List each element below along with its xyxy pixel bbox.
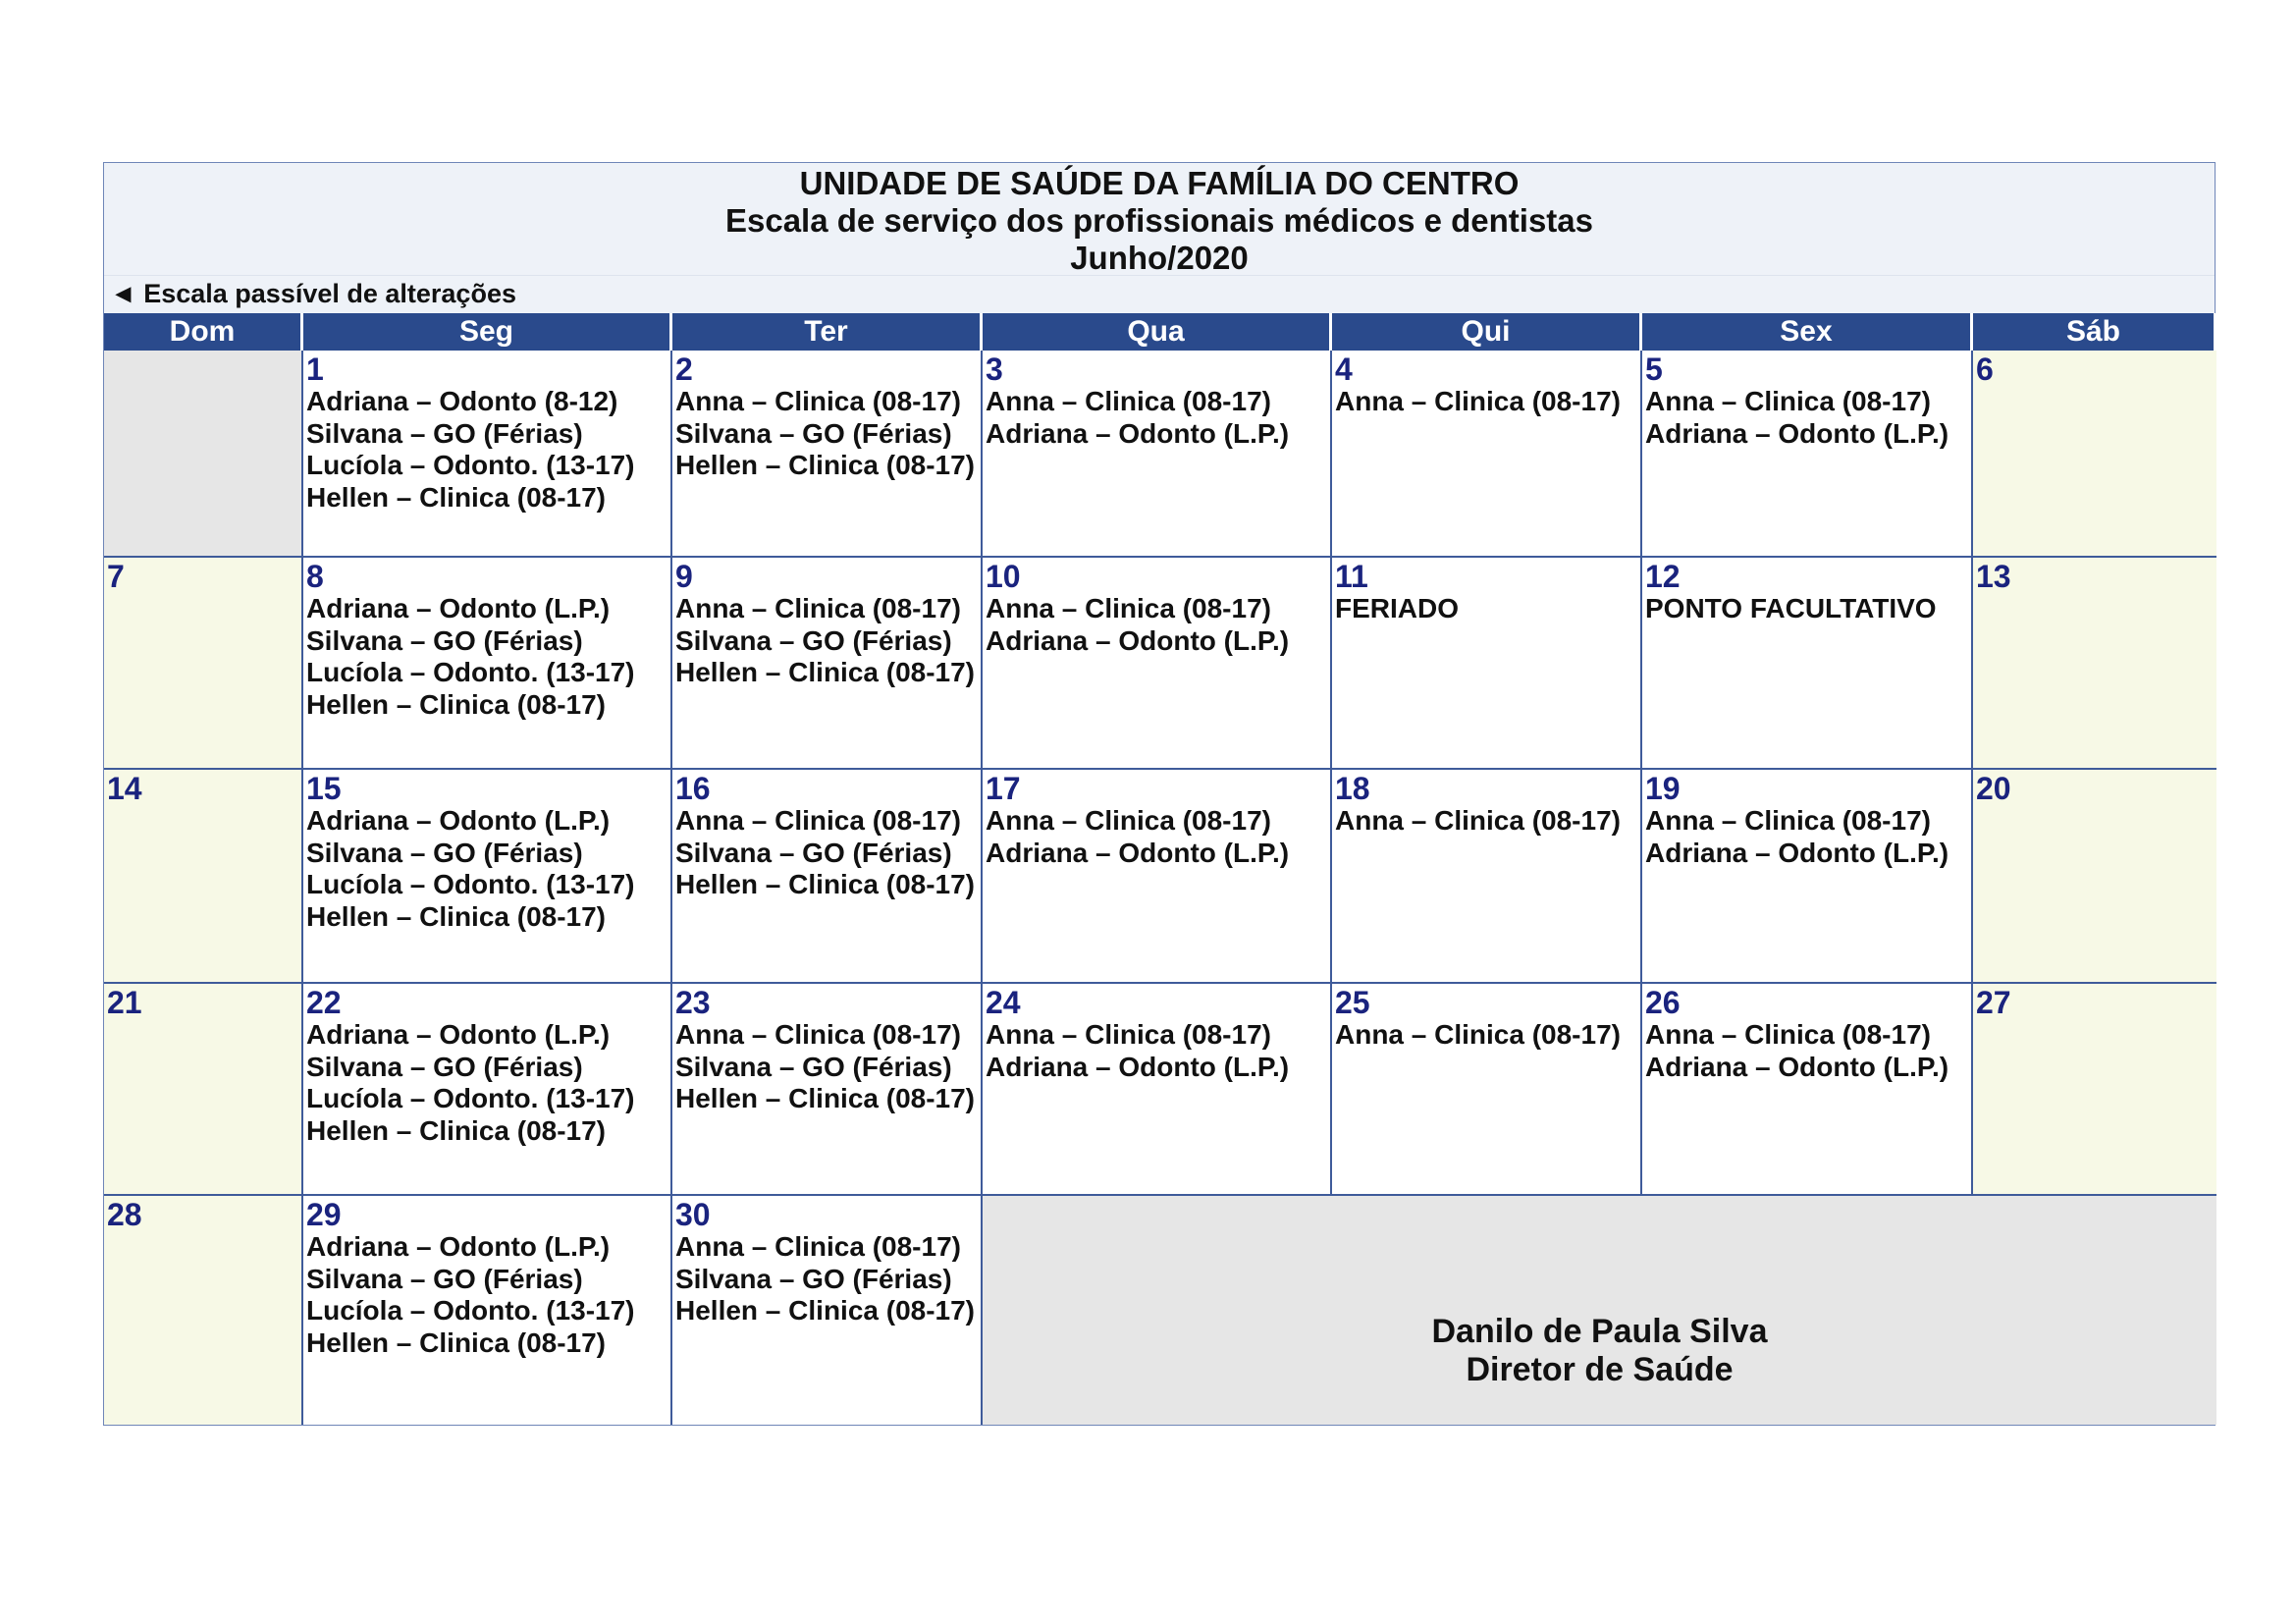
shift-entry: Anna – Clinica (08-17) bbox=[986, 386, 1271, 416]
day-cell bbox=[104, 558, 303, 770]
day-cell bbox=[303, 770, 672, 984]
shift-entry: Anna – Clinica (08-17) bbox=[675, 593, 961, 623]
shift-entry: Anna – Clinica (08-17) bbox=[986, 1019, 1271, 1050]
shift-entry: FERIADO bbox=[1335, 593, 1459, 623]
day-cell bbox=[1332, 351, 1642, 558]
day-number: 17 bbox=[986, 771, 1021, 806]
shift-entry: Hellen – Clinica (08-17) bbox=[675, 657, 976, 687]
day-number: 16 bbox=[675, 771, 711, 806]
shift-entry: Adriana – Odonto (L.P.) bbox=[1645, 417, 1949, 449]
day-cell bbox=[983, 984, 1332, 1196]
shift-entry: Anna – Clinica (08-17) bbox=[675, 805, 961, 836]
shift-entry: Hellen – Clinica (08-17) bbox=[675, 1083, 976, 1113]
shift-entry: Silvana – GO (Férias) bbox=[675, 837, 952, 868]
day-number: 19 bbox=[1645, 771, 1681, 806]
day-cell bbox=[104, 770, 303, 984]
shift-entry: Adriana – Odonto (L.P.) bbox=[306, 593, 611, 623]
shift-entry: Hellen – Clinica (08-17) bbox=[675, 450, 976, 480]
day-cell bbox=[1973, 770, 2216, 984]
day-number: 7 bbox=[107, 559, 125, 594]
day-number: 26 bbox=[1645, 985, 1681, 1020]
day-cell bbox=[1332, 770, 1642, 984]
shift-entry: Silvana – GO (Férias) bbox=[675, 624, 952, 656]
day-number: 12 bbox=[1645, 559, 1681, 594]
shift-entry: Anna – Clinica (08-17) bbox=[1335, 1019, 1621, 1050]
day-cell bbox=[1332, 984, 1642, 1196]
day-cell bbox=[672, 351, 983, 558]
day-cell bbox=[1973, 558, 2216, 770]
day-number: 14 bbox=[107, 771, 142, 806]
unit-title: UNIDADE DE SAÚDE DA FAMÍLIA DO CENTRO bbox=[799, 165, 1520, 201]
day-number: 11 bbox=[1335, 559, 1368, 594]
shift-entry: Hellen – Clinica (08-17) bbox=[306, 1114, 607, 1146]
shift-entry: Adriana – Odonto (L.P.) bbox=[986, 624, 1290, 656]
day-number: 25 bbox=[1335, 985, 1370, 1020]
day-cell bbox=[104, 1196, 303, 1425]
weekday-header: Dom bbox=[104, 313, 303, 351]
weekday-header: Seg bbox=[303, 313, 672, 351]
shift-entry: Anna – Clinica (08-17) bbox=[986, 593, 1271, 623]
shift-entry: Adriana – Odonto (L.P.) bbox=[306, 805, 611, 836]
title-block bbox=[104, 163, 2215, 275]
shift-entry: Anna – Clinica (08-17) bbox=[1335, 386, 1621, 416]
alteration-note: ◄ Escala passível de alterações bbox=[104, 275, 2215, 313]
day-number: 9 bbox=[675, 559, 693, 594]
day-number: 28 bbox=[107, 1197, 142, 1232]
day-number: 21 bbox=[107, 985, 142, 1020]
shift-entry: Hellen – Clinica (08-17) bbox=[306, 481, 607, 513]
day-number: 8 bbox=[306, 559, 324, 594]
day-number: 6 bbox=[1976, 352, 1994, 387]
day-number: 13 bbox=[1976, 559, 2011, 594]
day-number: 29 bbox=[306, 1197, 342, 1232]
day-cell bbox=[672, 558, 983, 770]
shift-entry: Adriana – Odonto (L.P.) bbox=[306, 1019, 611, 1050]
shift-entry: Anna – Clinica (08-17) bbox=[1645, 1019, 1931, 1050]
shift-entry: Hellen – Clinica (08-17) bbox=[675, 869, 976, 899]
weekday-header: Sex bbox=[1642, 313, 1973, 351]
shift-entry: Silvana – GO (Férias) bbox=[675, 1051, 952, 1082]
day-cell bbox=[672, 770, 983, 984]
day-cell bbox=[1642, 351, 1973, 558]
day-number: 15 bbox=[306, 771, 342, 806]
weekday-header: Qua bbox=[983, 313, 1332, 351]
day-number: 1 bbox=[306, 352, 324, 387]
schedule-sheet bbox=[103, 162, 2216, 1426]
day-number: 3 bbox=[986, 352, 1003, 387]
day-cell bbox=[1642, 984, 1973, 1196]
empty-day-cell bbox=[104, 351, 303, 558]
weekday-header: Qui bbox=[1332, 313, 1642, 351]
director-role: Diretor de Saúde bbox=[1466, 1351, 1734, 1388]
shift-entry: Adriana – Odonto (L.P.) bbox=[986, 1051, 1290, 1082]
day-cell bbox=[303, 1196, 672, 1425]
day-cell bbox=[1973, 351, 2216, 558]
shift-entry: Anna – Clinica (08-17) bbox=[986, 805, 1271, 836]
shift-entry: Anna – Clinica (08-17) bbox=[1645, 386, 1931, 416]
month-title: Junho/2020 bbox=[1070, 240, 1249, 276]
day-cell bbox=[672, 984, 983, 1196]
shift-entry: Anna – Clinica (08-17) bbox=[675, 1231, 961, 1262]
shift-entry: Lucíola – Odonto. (13-17) bbox=[306, 869, 635, 899]
shift-entry: Adriana – Odonto (L.P.) bbox=[1645, 1051, 1949, 1082]
day-number: 4 bbox=[1335, 352, 1353, 387]
day-number: 27 bbox=[1976, 985, 2011, 1020]
day-number: 30 bbox=[675, 1197, 711, 1232]
shift-entry: Hellen – Clinica (08-17) bbox=[306, 688, 607, 720]
shift-entry: Hellen – Clinica (08-17) bbox=[306, 900, 607, 932]
day-cell bbox=[672, 1196, 983, 1425]
shift-entry: Silvana – GO (Férias) bbox=[306, 1263, 583, 1294]
day-number: 10 bbox=[986, 559, 1021, 594]
shift-entry: Silvana – GO (Férias) bbox=[306, 624, 583, 656]
day-cell bbox=[303, 351, 672, 558]
shift-entry: Silvana – GO (Férias) bbox=[675, 1263, 952, 1294]
shift-entry: Adriana – Odonto (L.P.) bbox=[306, 1231, 611, 1262]
signature-block bbox=[983, 1196, 2216, 1425]
shift-entry: Adriana – Odonto (L.P.) bbox=[986, 417, 1290, 449]
day-number: 20 bbox=[1976, 771, 2011, 806]
day-cell bbox=[1973, 984, 2216, 1196]
shift-entry: Lucíola – Odonto. (13-17) bbox=[306, 450, 635, 480]
shift-entry: Anna – Clinica (08-17) bbox=[1645, 805, 1931, 836]
shift-entry: Silvana – GO (Férias) bbox=[306, 1051, 583, 1082]
calendar-grid bbox=[104, 313, 2215, 1425]
shift-entry: Hellen – Clinica (08-17) bbox=[306, 1326, 607, 1358]
day-number: 18 bbox=[1335, 771, 1370, 806]
weekday-header: Ter bbox=[672, 313, 983, 351]
shift-entry: Lucíola – Odonto. (13-17) bbox=[306, 1083, 635, 1113]
day-cell bbox=[303, 984, 672, 1196]
schedule-subtitle: Escala de serviço dos profissionais médicos e dentistas bbox=[724, 202, 1594, 239]
shift-entry: Silvana – GO (Férias) bbox=[306, 837, 583, 868]
day-cell bbox=[983, 770, 1332, 984]
shift-entry: Anna – Clinica (08-17) bbox=[675, 1019, 961, 1050]
day-cell bbox=[1642, 770, 1973, 984]
day-cell bbox=[104, 984, 303, 1196]
day-cell bbox=[983, 558, 1332, 770]
shift-entry: Anna – Clinica (08-17) bbox=[675, 386, 961, 416]
day-cell bbox=[983, 351, 1332, 558]
shift-entry: Silvana – GO (Férias) bbox=[675, 417, 952, 449]
day-cell bbox=[303, 558, 672, 770]
director-name: Danilo de Paula Silva bbox=[1431, 1313, 1768, 1350]
shift-entry: Adriana – Odonto (L.P.) bbox=[1645, 837, 1949, 868]
day-cell bbox=[1332, 558, 1642, 770]
day-number: 2 bbox=[675, 352, 693, 387]
shift-entry: Hellen – Clinica (08-17) bbox=[675, 1295, 976, 1326]
shift-entry: Lucíola – Odonto. (13-17) bbox=[306, 1295, 635, 1326]
shift-entry: Silvana – GO (Férias) bbox=[306, 417, 583, 449]
shift-entry: Lucíola – Odonto. (13-17) bbox=[306, 657, 635, 687]
day-number: 23 bbox=[675, 985, 711, 1020]
day-number: 22 bbox=[306, 985, 342, 1020]
shift-entry: PONTO FACULTATIVO bbox=[1645, 593, 1937, 623]
shift-entry: Adriana – Odonto (8-12) bbox=[306, 386, 618, 416]
day-number: 5 bbox=[1645, 352, 1663, 387]
shift-entry: Anna – Clinica (08-17) bbox=[1335, 805, 1621, 836]
day-number: 24 bbox=[986, 985, 1021, 1020]
shift-entry: Adriana – Odonto (L.P.) bbox=[986, 837, 1290, 868]
weekday-header: Sáb bbox=[1973, 313, 2216, 351]
day-cell bbox=[1642, 558, 1973, 770]
